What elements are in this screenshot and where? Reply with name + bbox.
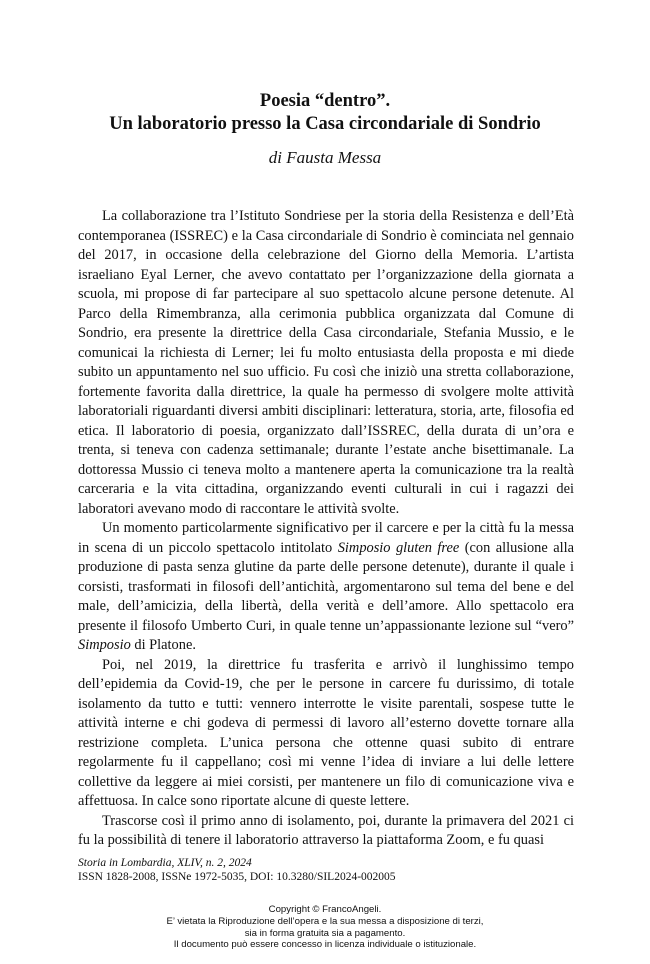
copyright-line-1: Copyright © FrancoAngeli.: [268, 904, 382, 915]
paragraph-2-title-simposio-gluten-free: Simposio gluten free: [337, 539, 460, 556]
paragraph-2-title-simposio: Simposio: [78, 637, 131, 653]
journal-reference: [78, 856, 578, 884]
paragraph-3: Poi, nel 2019, la direttrice fu trasferita e arrivò il lunghissimo tempo dell’epidemia da Covid-19, che per le persone in carcere fu durissimo, di totale isolamento da tutto e tutti: vennero interrotte le visite parentali, sospese tutte le attività interne e chi godeva di permessi di lavoro all’esterno dovette tornare alla restrizione completa. L’unica persona che ottenne quasi subito di entrare regolarmente fu il cappellano; così mi venne l’idea di inviare a lui delle lettere collettive da leggere ai miei corsisti, per mantenere un filo di comunicazione viva e affettuosa. In calce sono riportate alcune di queste lettere.: [78, 656, 574, 809]
copyright-line-3: sia in forma gratuita sia a pagamento.: [244, 927, 406, 939]
paragraph-1: La collaborazione tra l’Istituto Sondriese per la storia della Resistenza e dell’Età contemporanea (ISSREC) e la Casa circondariale di Sondrio è cominciata nel gennaio del 2017, in occasione della celebrazione del Giorno della Memoria. L’artista israeliano Eyal Lerner, che avevo contattato per l’organizzazione della giornata a scuola, mi propose di far partecipare al suo spettacolo alcune persone detenute. Al Parco della Rimembranza, alla cerimonia pubblica organizzata dal Comune di Sondrio, era presente la direttrice della Casa circondariale, Stefania Mussio, e le comunicai la richiesta di Lerner; lei fu molto entusiasta della proposta e mi diede subito un appuntamento nel suo ufficio. Fu così che iniziò una stretta collaborazione, fortemente favorita dalla direttrice, la quale ha permesso di svolgere molte attività laboratoriali riguardanti diversi ambiti disciplinari: letteratura, storia, arte, filosofia ed etica. Il laboratorio di poesia, organizzato dall’ISSREC, della durata di un’ora e trenta, si teneva con cadenza settimanale; durante l’estate anche bisettimanale. La dottoressa Mussio ci teneva molto a mantenere aperta la comunicazione tra la realtà carceraria e la vita cittadina, organizzando eventi culturali in cui i ragazzi dei laboratori avevano modo di raccontare le attività svolte.: [78, 208, 574, 517]
copyright-line-2: E’ vietata la Riproduzione dell’opera e la sua messa a disposizione di terzi,: [166, 915, 484, 927]
paragraph-2-text-c: di Platone.: [130, 637, 196, 653]
journal-citation: Storia in Lombardia, XLIV, n. 2, 2024: [78, 857, 252, 869]
issn-doi-line: ISSN 1828-2008, ISSNe 1972-5035, DOI: 10.3280/SIL2024-002005: [78, 871, 396, 883]
copyright-notice: [100, 904, 550, 951]
copyright-line-4: Il documento può essere concesso in licenza individuale o istituzionale.: [173, 939, 477, 951]
paragraph-4: Trascorse così il primo anno di isolamento, poi, durante la primavera del 2021 ci fu la possibilità di tenere il laboratorio attraverso la piattaforma Zoom, e fu quasi: [78, 812, 574, 848]
paragraph-2-text-a: Un momento particolarmente significativo per il carcere e per la città fu la messa in scena di un piccolo spettacolo intitolato: [78, 520, 574, 556]
article-body: [78, 207, 574, 851]
article-title-line1: Poesia “dentro”.: [259, 91, 391, 111]
paragraph-2-text-b: (con allusione alla produzione di pasta senza glutine da parte delle persone detenute), durante il quale i corsisti, trasformati in filosofi dell’antichità, argomentarono sul tema del bene e del male, dell’amicizia, della libertà, della verità e dell’amore. Allo spettacolo era presente il filosofo Umberto Curi, in quale tenne un’appassionante lezione sul “vero”: [78, 539, 574, 634]
article-author: di Fausta Messa: [268, 148, 382, 167]
article-title-line2: Un laboratorio presso la Casa circondariale di Sondrio: [109, 114, 541, 134]
paragraph-2: [78, 519, 574, 656]
